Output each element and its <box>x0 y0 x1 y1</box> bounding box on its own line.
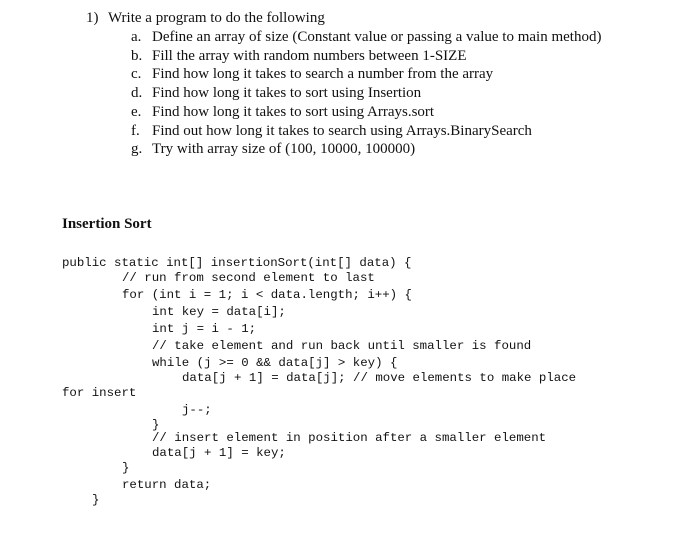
code-line: } <box>122 461 130 475</box>
task-item-a: Define an array of size (Constant value or passing a value to main method) <box>152 29 602 45</box>
task-item-g: Try with array size of (100, 10000, 100000) <box>152 141 416 157</box>
code-line: while (j >= 0 && data[j] > key) { <box>152 356 398 370</box>
section-heading: Insertion Sort <box>62 216 152 232</box>
task-letter: c. <box>131 66 142 82</box>
question-number: 1) <box>86 10 99 26</box>
task-letter: f. <box>131 123 140 139</box>
code-line: data[j + 1] = data[j]; // move elements to make place <box>182 371 577 385</box>
task-item-c: Find how long it takes to search a number from the array <box>152 66 494 82</box>
code-line: data[j + 1] = key; <box>152 446 286 460</box>
code-line: public static int[] insertionSort(int[] data) { <box>62 256 412 270</box>
code-line: int key = data[i]; <box>152 305 286 319</box>
question-text: Write a program to do the following <box>108 10 325 26</box>
code-line: } <box>152 418 160 432</box>
task-letter: e. <box>131 104 142 120</box>
task-letter: b. <box>131 48 143 64</box>
task-item-f: Find out how long it takes to search using Arrays.BinarySearch <box>152 123 532 139</box>
task-item-d: Find how long it takes to sort using Insertion <box>152 85 422 101</box>
code-line: // insert element in position after a smaller element <box>152 431 547 445</box>
side-note: for insert <box>62 386 137 400</box>
code-line: int j = i - 1; <box>152 322 257 336</box>
code-line: for (int i = 1; i < data.length; i++) { <box>122 288 412 302</box>
code-line: // run from second element to last <box>122 271 375 285</box>
task-letter: d. <box>131 85 143 101</box>
task-item-b: Fill the array with random numbers between 1-SIZE <box>152 48 467 64</box>
task-item-e: Find how long it takes to sort using Arrays.sort <box>152 104 435 120</box>
code-line: j--; <box>182 403 212 417</box>
code-line: // take element and run back until smaller is found <box>152 339 532 353</box>
task-letter: g. <box>131 141 143 157</box>
code-line: } <box>92 493 100 507</box>
code-line: return data; <box>122 478 212 492</box>
task-letter: a. <box>131 29 142 45</box>
